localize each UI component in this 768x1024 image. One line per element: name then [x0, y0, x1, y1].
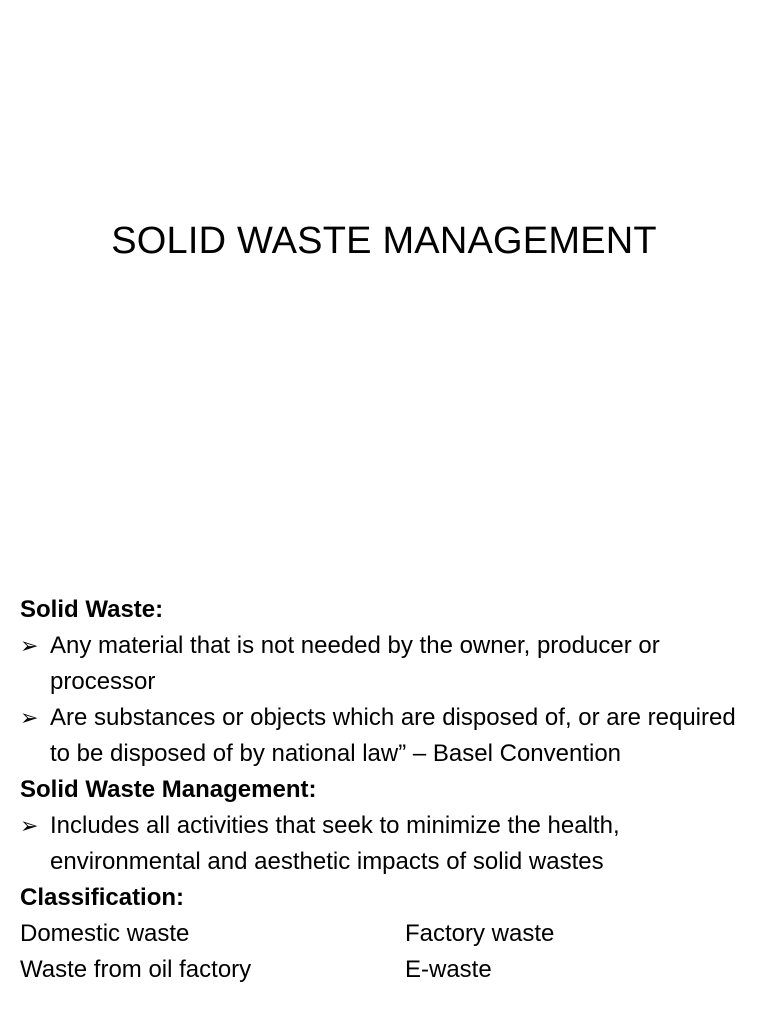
bullet-text: Are substances or objects which are disposed of, or are required to be disposed of by national law” – Basel Convention	[50, 704, 736, 767]
arrow-bullet-icon: ➢	[20, 705, 39, 730]
bullet-item	[20, 700, 750, 772]
classification-row	[20, 952, 750, 988]
classification-item: Waste from oil factory	[20, 956, 252, 983]
classification-item: E-waste	[405, 956, 492, 983]
slide-title: SOLID WASTE MANAGEMENT	[111, 220, 657, 262]
classification-item: Factory waste	[405, 920, 555, 947]
bullet-text: Any material that is not needed by the owner, producer or processor	[50, 632, 660, 695]
slide-content	[20, 592, 750, 988]
solid-waste-heading: Solid Waste:	[20, 596, 164, 623]
bullet-text: Includes all activities that seek to minimize the health, environmental and aesthetic impacts of solid wastes	[50, 812, 620, 875]
bullet-item	[20, 628, 750, 700]
bullet-item	[20, 808, 750, 880]
classification-row	[20, 916, 750, 952]
arrow-bullet-icon: ➢	[20, 813, 39, 838]
classification-item: Domestic waste	[20, 920, 190, 947]
management-heading: Solid Waste Management:	[20, 776, 317, 803]
arrow-bullet-icon: ➢	[20, 633, 39, 658]
classification-heading: Classification:	[20, 884, 185, 911]
